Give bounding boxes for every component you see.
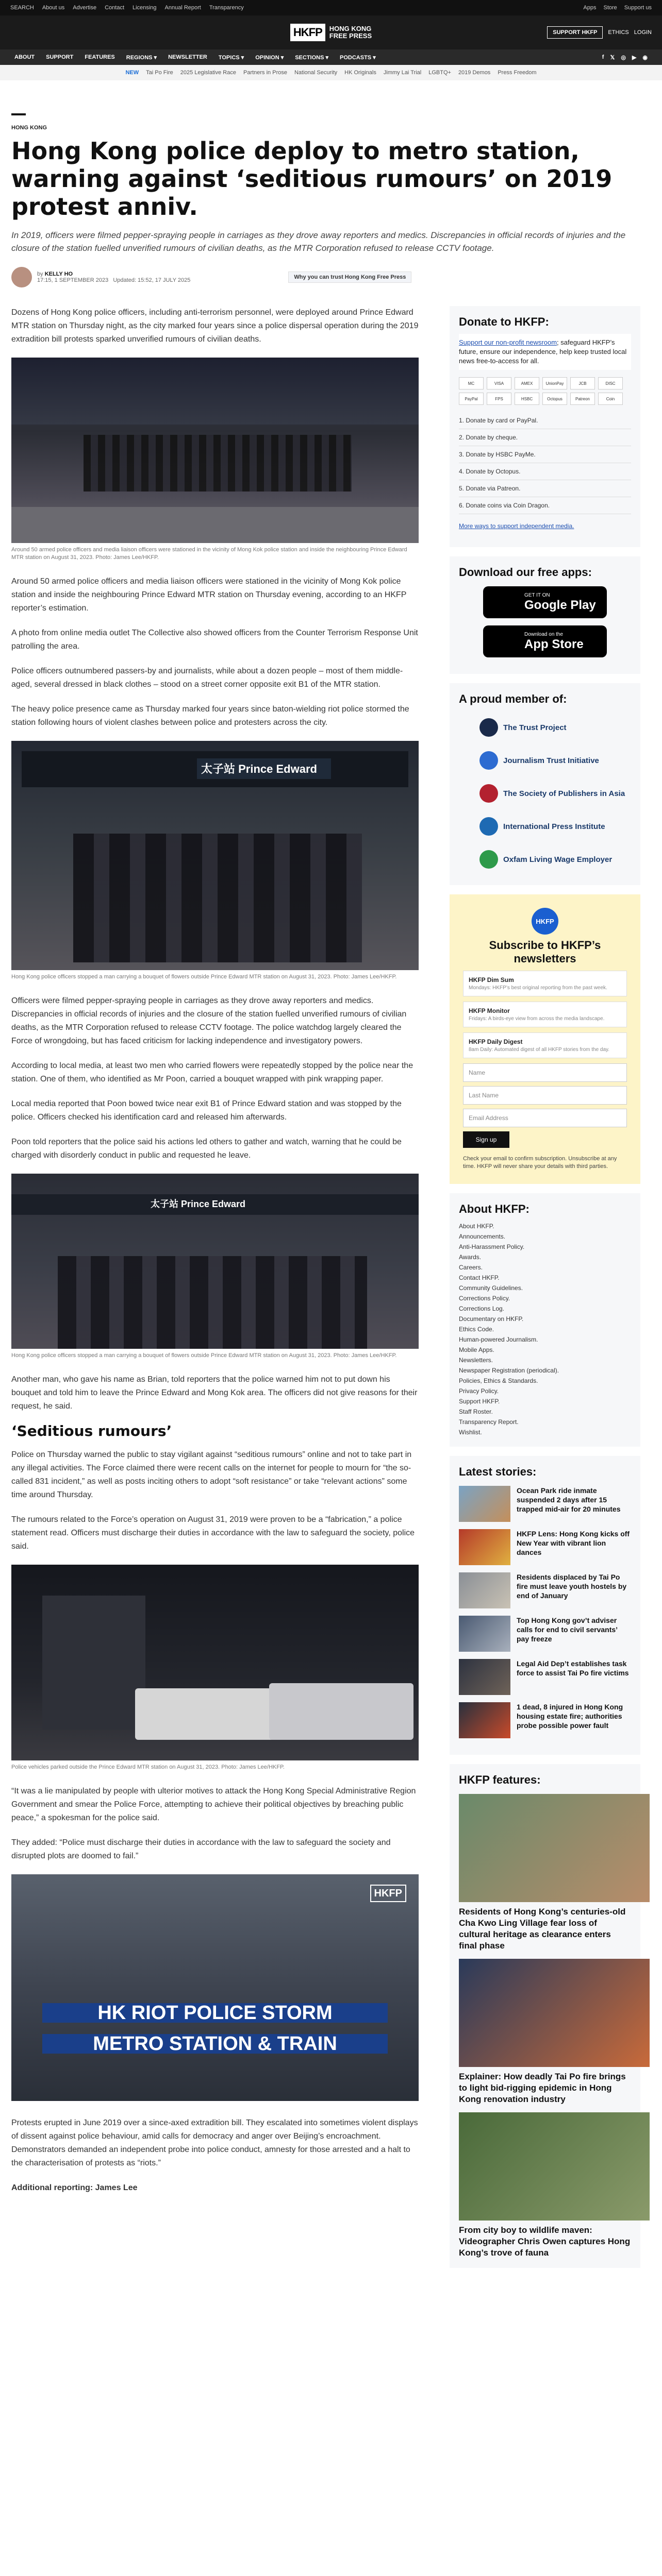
topbar-link-apps[interactable]: Apps: [583, 5, 597, 11]
paragraph: Around 50 armed police officers and media liaison officers were stationed in the vicinity of Mong Kok police station and inside the neighbouring Prince Edward MTR station on Thursday evening, according to an HKFP reporter’s estimation.: [11, 577, 407, 613]
about-link[interactable]: Transparency Report.: [459, 1418, 519, 1426]
newsletter-option[interactable]: [463, 971, 627, 996]
donate-option[interactable]: 4. Donate by Octopus.: [459, 463, 631, 480]
story-title: Ocean Park ride inmate suspended 2 days after 15 trapped mid-air for 20 minutes: [517, 1486, 621, 1513]
story-title: Top Hong Kong gov’t adviser calls for end to civil servants’ pay freeze: [517, 1616, 618, 1643]
google-play-button[interactable]: [483, 586, 607, 618]
by-label: by: [37, 271, 43, 277]
about-link[interactable]: Documentary on HKFP.: [459, 1315, 524, 1323]
photo-caption: Around 50 armed police officers and media liaison officers were stationed in the vicinity of Mong Kok police station and inside the neighbouring Prince Edward MTR station on August 31, 2023. Photo: James Lee/HKFP.: [11, 547, 407, 561]
paragraph: Protests erupted in June 2019 over a since-axed extradition bill. They escalated into sometimes violent displays of dissent against police behaviour, amid calls for democracy and anger over Beijing’s encroachment. Demonstrators demanded an independent probe into police conduct, amnesty for those arrested and a halt to the characterisation of protests as “riots.”: [11, 2119, 418, 2167]
latest-story[interactable]: [459, 1572, 631, 1608]
about-link[interactable]: Newsletters.: [459, 1357, 493, 1364]
logo-line-1: HONG KONG: [329, 25, 372, 32]
newsletter-name: HKFP Dim Sum: [469, 976, 514, 984]
feature-thumbnail: [459, 2112, 650, 2221]
article-photo: 太子站 Prince Edward: [11, 741, 419, 970]
trending-item[interactable]: National Security: [294, 70, 338, 76]
google-play-small: GET IT ON: [524, 592, 550, 598]
newsletter-desc: Fridays: A birds-eye view from across the media landscape.: [469, 1016, 605, 1022]
about-link[interactable]: Announcements.: [459, 1233, 506, 1240]
nav-support[interactable]: SUPPORT: [46, 54, 74, 60]
publish-date: 17:15, 1 SEPTEMBER 2023: [37, 277, 109, 283]
video-thumbnail[interactable]: [11, 1874, 419, 2101]
last-name-field[interactable]: Last Name: [463, 1086, 627, 1105]
trending-new-label: NEW: [125, 70, 139, 76]
latest-story[interactable]: [459, 1659, 631, 1695]
about-link[interactable]: Mobile Apps.: [459, 1346, 494, 1353]
trending-item[interactable]: 2025 Legislative Race: [180, 70, 236, 76]
top-bar: [0, 0, 662, 15]
latest-story[interactable]: [459, 1702, 631, 1738]
newsletter-title: Subscribe to HKFP’s newsletters: [489, 939, 601, 965]
story-title: 1 dead, 8 injured in Hong Kong housing estate fire; authorities probe possible power fault: [517, 1703, 623, 1730]
article-body: [11, 306, 419, 2268]
donate-link[interactable]: Support our non-profit newsroom: [459, 338, 557, 346]
photo-caption: Police vehicles parked outside the Prince Edward MTR station on August 31, 2023. Photo: James Lee/HKFP.: [11, 1764, 285, 1770]
about-link[interactable]: Staff Roster.: [459, 1408, 493, 1415]
newsletter-logo: HKFP: [532, 908, 558, 935]
member-name: Journalism Trust Initiative: [503, 756, 599, 765]
story-thumbnail: [459, 1486, 510, 1522]
about-link[interactable]: Corrections Policy.: [459, 1295, 510, 1302]
topbar-link-licensing[interactable]: Licensing: [133, 5, 157, 11]
nav-newsletter[interactable]: NEWSLETTER: [168, 54, 207, 60]
trending-item[interactable]: 2019 Demos: [458, 70, 491, 76]
features-widget: [450, 1764, 640, 2268]
paragraph: “It was a lie manipulated by people with ulterior motives to attack the Hong Kong Special Administrative Region Government and smear the Police Force, attempting to achieve their political objectives by breaching public peace,” a spokesman for the police said.: [11, 1787, 416, 1822]
photo-caption: Hong Kong police officers stopped a man carrying a bouquet of flowers outside Prince Edward MTR station on August 31, 2023. Photo: James Lee/HKFP.: [11, 1352, 397, 1359]
about-link[interactable]: Policies, Ethics & Standards.: [459, 1377, 538, 1384]
story-title: HKFP Lens: Hong Kong kicks off New Year with vibrant lion dances: [517, 1530, 630, 1556]
topbar-link-annual-report[interactable]: Annual Report: [164, 5, 201, 11]
payment-logo: DISC: [598, 377, 623, 389]
byline: [11, 267, 651, 287]
latest-widget: [450, 1456, 640, 1755]
about-widget: [450, 1193, 640, 1447]
more-ways-link[interactable]: More ways to support independent media.: [459, 522, 574, 530]
updated-date: Updated: 15:52, 17 JULY 2025: [113, 277, 191, 283]
app-store-label: App Store: [524, 637, 584, 651]
donate-option[interactable]: 2. Donate by cheque.: [459, 429, 631, 446]
donate-title: Donate to HKFP:: [459, 315, 549, 328]
article-title: Hong Kong police deploy to metro station, warning against ‘seditious rumours’ on 2019 protest anniv.: [11, 137, 613, 221]
paragraph: The heavy police presence came as Thursday marked four years since baton-wielding riot police stormed the station following hours of violent clashes between police and protesters across the city.: [11, 705, 409, 727]
about-link[interactable]: Ethics Code.: [459, 1326, 494, 1333]
nav-about[interactable]: ABOUT: [14, 54, 35, 60]
feature-title: Explainer: How deadly Tai Po fire brings to light bid-rigging epidemic in Hong Kong renovation industry: [459, 2072, 626, 2104]
nav-opinion[interactable]: OPINION ▾: [255, 54, 284, 61]
payment-logo: Octopus: [542, 393, 567, 405]
google-play-label: Google Play: [524, 598, 596, 612]
about-link[interactable]: Careers.: [459, 1264, 483, 1271]
support-hkfp-button[interactable]: SUPPORT HKFP: [547, 26, 603, 39]
paragraph: Dozens of Hong Kong police officers, including anti-terrorism personnel, were deployed around Prince Edward MTR station on Thursday night, as the city marked four years since a police dispersal operation during the 2019 extradition bill protests sparked unverified rumours of civilian deaths.: [11, 308, 419, 344]
feature-thumbnail: [459, 1794, 650, 1902]
ethics-link[interactable]: ETHICS: [608, 29, 629, 36]
about-link[interactable]: Wishlist.: [459, 1429, 482, 1436]
payment-logo: VISA: [487, 377, 511, 389]
author-name[interactable]: KELLY HO: [44, 271, 73, 277]
nav-regions[interactable]: REGIONS ▾: [126, 54, 157, 61]
latest-story[interactable]: [459, 1529, 631, 1565]
trending-item[interactable]: Press Freedom: [498, 70, 537, 76]
site-header: [0, 15, 662, 49]
youtube-icon[interactable]: ▶: [632, 54, 637, 61]
payment-logo: HSBC: [515, 393, 539, 405]
donate-option[interactable]: 6. Donate coins via Coin Dragon.: [459, 497, 631, 514]
about-link[interactable]: Contact HKFP.: [459, 1274, 500, 1281]
payment-logo: FPS: [487, 393, 511, 405]
member-logo[interactable]: [459, 777, 631, 810]
latest-title: Latest stories:: [459, 1465, 537, 1478]
article-photo: [11, 1565, 419, 1760]
newsletter-option[interactable]: [463, 1032, 627, 1058]
additional-reporting: Additional reporting: James Lee: [11, 2183, 138, 2192]
about-link[interactable]: Human-powered Journalism.: [459, 1336, 538, 1343]
trending-bar: [0, 65, 662, 80]
payment-logo: Patreon: [570, 393, 595, 405]
topbar-link-store[interactable]: Store: [603, 5, 617, 11]
newsletter-option[interactable]: [463, 1002, 627, 1027]
feature-thumbnail: [459, 1959, 650, 2067]
newsletter-widget: [450, 894, 640, 1184]
story-thumbnail: [459, 1572, 510, 1608]
video-title-line-2: METRO STATION & TRAIN: [42, 2034, 388, 2054]
nav-topics[interactable]: TOPICS ▾: [218, 54, 244, 61]
paragraph: Officers were filmed pepper-spraying people in carriages as they drove away reporters and medics. Discrepancies in official records of injuries and the closure of the station fuelled unverified rumours of civilian deaths, as the MTR Corporation refused to release CCTV footage. The police watchdog largely cleared the Force of wrongdoing, but has faced criticism for lacking independence and investigatory powers.: [11, 996, 407, 1045]
features-title: HKFP features:: [459, 1773, 541, 1786]
payment-logo: AMEX: [515, 377, 539, 389]
payment-logo: PayPal: [459, 393, 484, 405]
main-nav: [0, 49, 662, 65]
app-store-small: Download on the: [524, 631, 564, 637]
newsletter-desc: Mondays: HKFP’s best original reporting from the past week.: [469, 985, 607, 991]
login-link[interactable]: LOGIN: [634, 29, 652, 36]
apps-widget: [450, 556, 640, 674]
member-name: The Society of Publishers in Asia: [503, 789, 625, 798]
story-title: Legal Aid Dep’t establishes task force to assist Tai Po fire victims: [517, 1659, 629, 1677]
paragraph: They added: “Police must discharge their duties in accordance with the law to safeguard the society and disrupted plots are doomed to fail.”: [11, 1838, 391, 1860]
trending-item[interactable]: LGBTQ+: [428, 70, 451, 76]
topbar-link-search[interactable]: SEARCH: [10, 5, 34, 11]
story-thumbnail: [459, 1529, 510, 1565]
article-standfirst: In 2019, officers were filmed pepper-spraying people in carriages as they drove away reporters and medics. Discrepancies in official records of injuries and the closure of the station fuelled unverified rumours of civilian deaths, as the MTR Corporation refused to release CCTV footage.: [11, 230, 626, 253]
member-name: Oxfam Living Wage Employer: [503, 855, 613, 864]
topbar-link-advertise[interactable]: Advertise: [73, 5, 97, 11]
paragraph: According to local media, at least two men who carried flowers were repeatedly stopped by the police near the station. One of them, who identified as Mr Poon, carried a bouquet wrapped with pink wrapping paper.: [11, 1061, 413, 1083]
payment-logo: MC: [459, 377, 484, 389]
about-link[interactable]: Awards.: [459, 1253, 482, 1261]
trending-item[interactable]: Partners in Prose: [243, 70, 287, 76]
subscribe-note: Check your email to confirm subscription. Unsubscribe at any time. HKFP will never share your details with third parties.: [463, 1156, 617, 1170]
paragraph: Poon told reporters that the police said his actions led others to gather and watch, warning that he could be charged with disorderly conduct in public and requested he leave.: [11, 1138, 402, 1160]
author-avatar: [11, 267, 32, 287]
video-title-line-1: HK RIOT POLICE STORM: [42, 2003, 388, 2023]
trending-item[interactable]: Tai Po Fire: [146, 70, 173, 76]
apps-title: Download our free apps:: [459, 566, 592, 579]
donate-description: ; safeguard HKFP’s future, ensure our independence, help keep trusted local news free-to-access for all.: [459, 338, 627, 365]
about-link[interactable]: Support HKFP.: [459, 1398, 500, 1405]
trust-hkfp-button[interactable]: Why you can trust Hong Kong Free Press: [288, 272, 411, 283]
about-link[interactable]: Corrections Log.: [459, 1305, 505, 1312]
paragraph: The rumours related to the Force’s operation on August 31, 2019 were proven to be a “fabrication,” a police statement read. Officers must discharge their duties in accordance with the law to safeguard the society, police said.: [11, 1515, 415, 1551]
paragraph: A photo from online media outlet The Collective also showed officers from the Counter Terrorism Response Unit patrolling the area.: [11, 629, 418, 651]
trending-item[interactable]: Jimmy Lai Trial: [383, 70, 422, 76]
nav-podcasts[interactable]: PODCASTS ▾: [340, 54, 376, 61]
about-link[interactable]: Privacy Policy.: [459, 1387, 499, 1395]
nav-features[interactable]: FEATURES: [85, 54, 115, 60]
rss-icon[interactable]: ◉: [642, 54, 648, 61]
paragraph: Police on Thursday warned the public to stay vigilant against “seditious rumours” online and not to take part in any illegal activities. The Force claimed there were recent calls on the internet for people to mourn for “the so-called 831 incident,” as well as posts inciting others to adopt “soft resistance” or take “relevant actions” some time around Thursday.: [11, 1450, 412, 1499]
story-title: Residents displaced by Tai Po fire must leave youth hostels by end of January: [517, 1573, 627, 1600]
paragraph: Police officers outnumbered passers-by and journalists, while about a dozen people – most of them middle-aged, several dressed in black clothes – stood on a street corner opposite exit B1 of the MTR station.: [11, 667, 403, 689]
feature-story[interactable]: [459, 1959, 631, 2105]
paragraph: Local media reported that Poon bowed twice near exit B1 of Prince Edward station and was stopped by the police. Officers checked his identification card and released him afterwards.: [11, 1099, 402, 1122]
newsletter-name: HKFP Daily Digest: [469, 1038, 523, 1045]
facebook-icon[interactable]: f: [602, 54, 604, 60]
feature-title: From city boy to wildlife maven: Videographer Chris Owen captures Hong Kong’s trove of fauna: [459, 2225, 631, 2258]
member-logo[interactable]: [459, 843, 631, 876]
instagram-icon[interactable]: ◎: [621, 54, 626, 61]
payment-logo: JCB: [570, 377, 595, 389]
feature-story[interactable]: [459, 1794, 631, 1952]
app-store-button[interactable]: [483, 625, 607, 657]
about-link[interactable]: Newspaper Registration (periodical).: [459, 1367, 559, 1374]
about-link[interactable]: Community Guidelines.: [459, 1284, 523, 1292]
donate-widget: [450, 306, 640, 547]
member-logo[interactable]: [459, 744, 631, 777]
latest-story[interactable]: [459, 1616, 631, 1652]
about-link[interactable]: Anti-Harassment Policy.: [459, 1243, 525, 1250]
article-kicker[interactable]: HONG KONG: [11, 125, 47, 131]
donate-option[interactable]: 5. Donate via Patreon.: [459, 480, 631, 497]
story-thumbnail: [459, 1659, 510, 1695]
donate-option[interactable]: 3. Donate by HSBC PayMe.: [459, 446, 631, 463]
about-title: About HKFP:: [459, 1202, 529, 1215]
member-logo[interactable]: [459, 810, 631, 843]
payment-logo: UnionPay: [542, 377, 567, 389]
topbar-link-contact[interactable]: Contact: [105, 5, 125, 11]
x-icon[interactable]: 𝕏: [610, 54, 615, 61]
site-logo[interactable]: [290, 24, 372, 41]
payment-logo: Coin: [598, 393, 623, 405]
logo-text: [329, 25, 372, 40]
sidebar: [450, 306, 640, 2268]
section-heading: ‘Seditious rumours’: [11, 1422, 172, 1439]
donate-option[interactable]: 1. Donate by card or PayPal.: [459, 412, 631, 429]
photo-caption: Hong Kong police officers stopped a man carrying a bouquet of flowers outside Prince Edward MTR station on August 31, 2023. Photo: James Lee/HKFP.: [11, 974, 397, 980]
feature-title: Residents of Hong Kong’s centuries-old Cha Kwo Ling Village fear loss of cultural heritage as clearance enters final phase: [459, 1907, 626, 1951]
member-widget: [450, 683, 640, 885]
payment-logos: [459, 377, 631, 405]
name-field[interactable]: Name: [463, 1063, 627, 1082]
title-rule: [11, 113, 26, 115]
trending-item[interactable]: HK Originals: [344, 70, 376, 76]
donate-text: [459, 334, 631, 370]
story-thumbnail: [459, 1616, 510, 1652]
topbar-link-about[interactable]: About us: [42, 5, 65, 11]
feature-story[interactable]: [459, 2112, 631, 2259]
member-name: The Trust Project: [503, 723, 567, 732]
newsletter-name: HKFP Monitor: [469, 1007, 510, 1014]
about-link[interactable]: About HKFP.: [459, 1223, 494, 1230]
topbar-link-support[interactable]: Support us: [624, 5, 652, 11]
nav-sections[interactable]: SECTIONS ▾: [295, 54, 329, 61]
logo-line-2: FREE PRESS: [329, 32, 372, 40]
newsletter-desc: 8am Daily: Automated digest of all HKFP stories from the day.: [469, 1047, 610, 1053]
paragraph: Another man, who gave his name as Brian, told reporters that the police warned him not to put down his bouquet and told him to leave the Prince Edward and Mong Kok area. The officers did not give reasons for their request, he said.: [11, 1375, 418, 1411]
article-photo: [11, 358, 419, 543]
story-thumbnail: [459, 1702, 510, 1738]
member-name: International Press Institute: [503, 822, 605, 831]
topbar-link-transparency[interactable]: Transparency: [209, 5, 244, 11]
logo-mark: HKFP: [290, 24, 325, 41]
email-field[interactable]: Email Address: [463, 1109, 627, 1127]
video-badge: HKFP: [370, 1885, 406, 1902]
latest-story[interactable]: [459, 1486, 631, 1522]
article-photo: 太子站 Prince Edward: [11, 1174, 419, 1349]
member-logo[interactable]: [459, 711, 631, 744]
signup-button[interactable]: Sign up: [463, 1131, 509, 1148]
member-title: A proud member of:: [459, 692, 567, 705]
